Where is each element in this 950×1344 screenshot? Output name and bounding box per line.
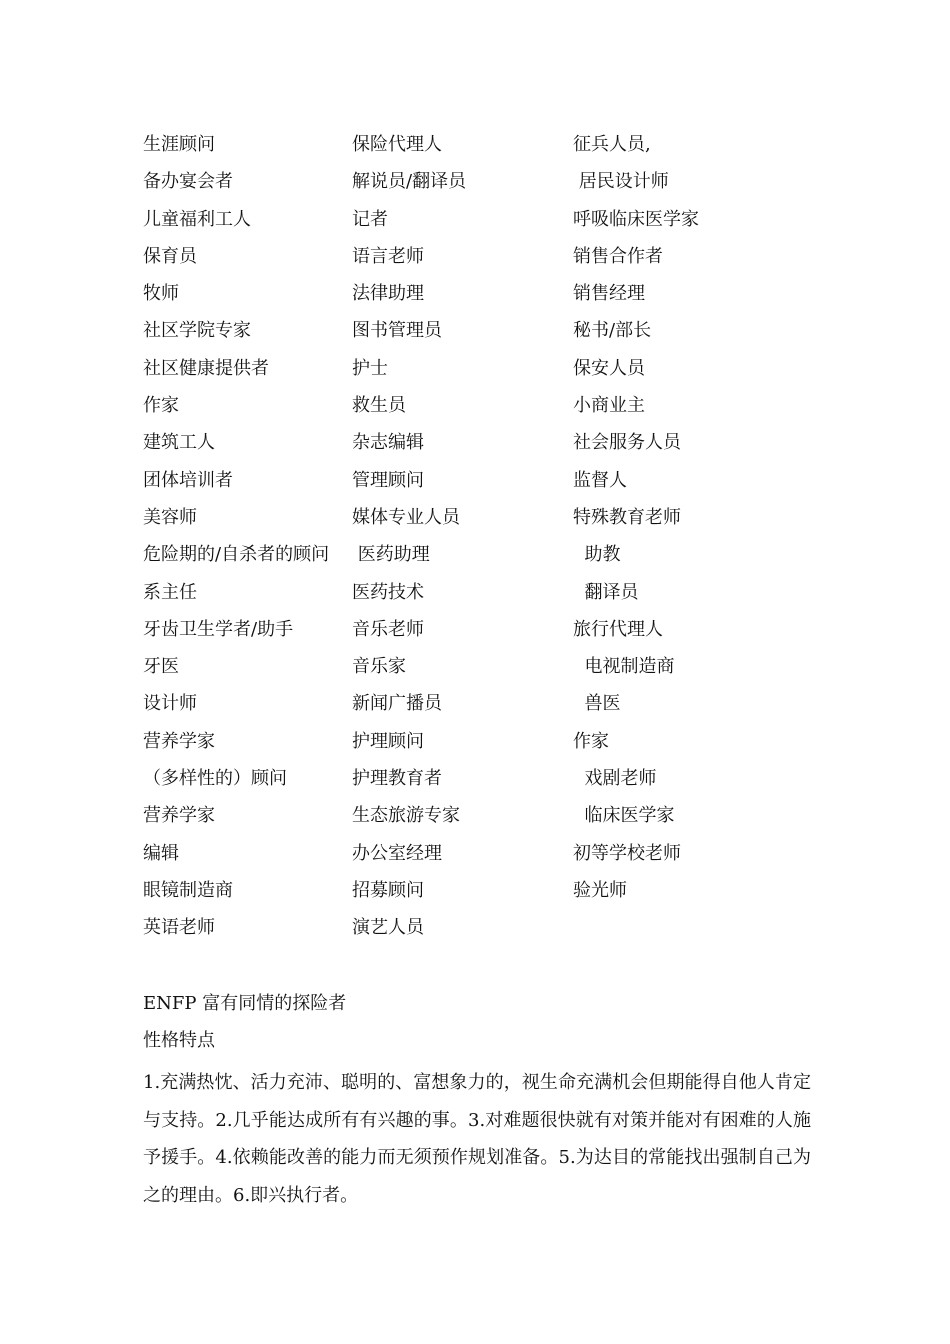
career-col-3: 社会服务人员: [573, 432, 681, 454]
career-col-1: 英语老师: [143, 917, 215, 939]
career-col-2: 管理顾问: [352, 469, 424, 491]
trait-paragraph: 1.充满热忱、活力充沛、聪明的、富想象力的，视生命充满机会但期能得自他人肯定与支持。2.几乎能达成所有有兴趣的事。3.对难题很快就有对策并能对有困难的人施予援手。4.依赖能改善的能力而无须预作规划准备。5.为达目的常能找出强制自己为之的理由。6.即兴执行者。: [143, 1072, 811, 1206]
table-row: [143, 765, 823, 802]
career-col-1: 儿童福利工人: [143, 208, 251, 230]
career-col-1: 美容师: [143, 506, 197, 528]
career-col-2: 解说员/翻译员: [352, 171, 467, 193]
table-row: [143, 429, 823, 466]
career-col-1: 设计师: [143, 693, 197, 715]
career-col-3: 电视制造商: [573, 656, 675, 678]
career-col-2: 记者: [352, 208, 388, 230]
career-col-1: 牙齿卫生学者/助手: [143, 618, 294, 640]
table-row: [143, 579, 823, 616]
career-col-1: 编辑: [143, 842, 179, 864]
career-col-2: 办公室经理: [352, 842, 442, 864]
career-col-1: （多样性的）顾问: [143, 768, 287, 790]
table-row: [143, 504, 823, 541]
section-subheading: 性格特点: [143, 1030, 215, 1051]
career-col-2: 新闻广播员: [352, 693, 442, 715]
career-col-2: 保险代理人: [352, 134, 442, 155]
career-col-1: 备办宴会者: [143, 171, 233, 193]
career-col-2: 招募顾问: [352, 879, 424, 901]
career-col-2: 护士: [352, 357, 388, 379]
career-col-3: 戏剧老师: [573, 768, 657, 790]
career-col-3: 验光师: [573, 879, 627, 901]
career-col-2: 图书管理员: [352, 320, 442, 342]
career-col-3: 征兵人员,: [573, 134, 651, 155]
career-col-1: 建筑工人: [143, 432, 215, 454]
career-col-3: 临床医学家: [573, 805, 675, 827]
table-row: [143, 355, 823, 392]
career-col-1: 团体培训者: [143, 469, 233, 491]
career-col-3: 销售经理: [573, 283, 645, 305]
career-col-3: 初等学校老师: [573, 842, 681, 864]
table-row: [143, 653, 823, 690]
career-col-1: 牧师: [143, 283, 179, 305]
career-col-3: 旅行代理人: [573, 618, 663, 640]
career-col-2: 生态旅游专家: [352, 805, 460, 827]
career-col-2: 音乐老师: [352, 618, 424, 640]
table-row: [143, 877, 823, 914]
table-row: [143, 914, 823, 951]
career-col-2: 演艺人员: [352, 917, 424, 939]
table-row: [143, 690, 823, 727]
career-col-1: 作家: [143, 395, 179, 417]
table-row: [143, 392, 823, 429]
career-col-3: 保安人员: [573, 357, 645, 379]
section-heading: ENFP 富有同情的探险者: [143, 993, 347, 1014]
career-col-1: 牙医: [143, 656, 179, 678]
career-col-1: 社区学院专家: [143, 320, 251, 342]
career-col-1: 眼镜制造商: [143, 879, 233, 901]
career-col-3: 兽医: [573, 693, 621, 715]
career-col-3: 翻译员: [573, 581, 639, 603]
career-col-1: 营养学家: [143, 805, 215, 827]
career-col-3: 助教: [573, 544, 621, 566]
career-col-2: 护理顾问: [352, 730, 424, 752]
personality-section: [143, 990, 811, 1214]
table-row: [143, 317, 823, 354]
career-col-3: 居民设计师: [573, 171, 669, 193]
career-col-1: 社区健康提供者: [143, 357, 269, 379]
career-col-1: 系主任: [143, 581, 197, 603]
table-row: [143, 280, 823, 317]
table-row: [143, 168, 823, 205]
career-col-2: 音乐家: [352, 656, 406, 678]
career-col-2: 医药技术: [352, 581, 424, 603]
career-col-1: 危险期的/自杀者的顾问: [143, 544, 330, 566]
career-col-1: 生涯顾问: [143, 134, 215, 155]
table-row: [143, 243, 823, 280]
table-row: [143, 802, 823, 839]
table-row: [143, 131, 823, 168]
career-col-2: 法律助理: [352, 283, 424, 305]
table-row: [143, 206, 823, 243]
career-col-3: 作家: [573, 730, 609, 752]
career-col-2: 媒体专业人员: [352, 506, 460, 528]
career-col-2: 救生员: [352, 395, 406, 417]
career-col-3: 监督人: [573, 469, 627, 491]
career-col-2: 语言老师: [352, 245, 424, 267]
career-list-table: [143, 131, 823, 952]
career-col-1: 保育员: [143, 245, 197, 267]
table-row: [143, 467, 823, 504]
career-col-3: 小商业主: [573, 395, 645, 417]
table-row: [143, 616, 823, 653]
career-col-3: 特殊教育老师: [573, 506, 681, 528]
career-col-2: 医药助理: [352, 544, 430, 566]
career-col-2: 护理教育者: [352, 768, 442, 790]
table-row: [143, 728, 823, 765]
career-col-3: 销售合作者: [573, 245, 663, 267]
table-row: [143, 840, 823, 877]
career-col-2: 杂志编辑: [352, 432, 424, 454]
career-col-3: 呼吸临床医学家: [573, 208, 699, 230]
career-col-3: 秘书/部长: [573, 320, 652, 342]
career-col-1: 营养学家: [143, 730, 215, 752]
table-row: [143, 541, 823, 578]
